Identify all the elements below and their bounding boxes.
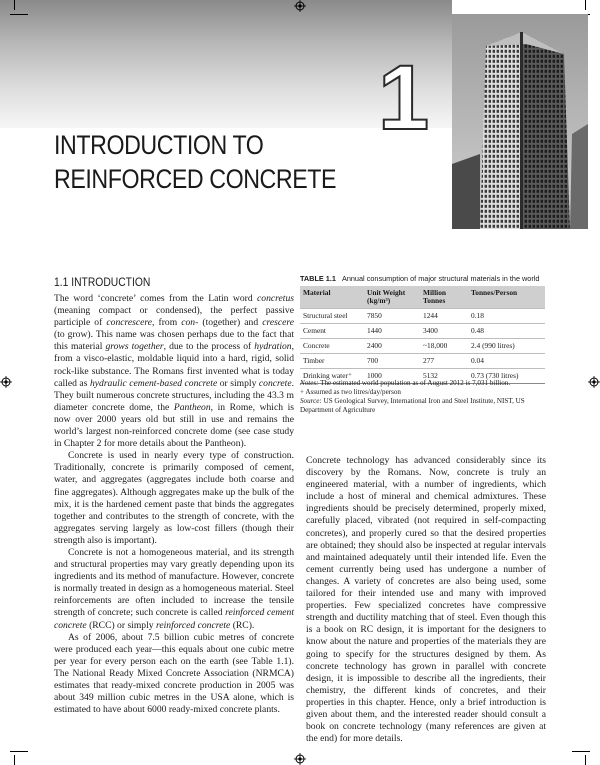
- section-heading: 1.1 INTRODUCTION: [54, 275, 151, 289]
- table-cell: 0.04: [468, 354, 545, 369]
- chapter-number: 1: [378, 47, 430, 149]
- table-header-cell: Material: [303, 288, 331, 297]
- table-cell: Cement: [300, 324, 364, 339]
- registration-mark-icon: [588, 376, 600, 388]
- italic-run: hydration: [254, 341, 292, 353]
- table-header-cell: Million Tonnes: [423, 288, 446, 305]
- table-cell: Drinking water⁺: [300, 369, 364, 384]
- table-cell: ~18,000: [420, 339, 468, 354]
- italic-run: con-: [181, 317, 199, 329]
- body-paragraph: [54, 547, 294, 632]
- right-column-text: [306, 455, 546, 745]
- text-run: , in Rome, which is now over 2000 years old but still in use and remains the world’s largest non-reinforced concrete dome (see case study in Chapter 2 for more details about the Pantheon).: [54, 401, 294, 450]
- crop-mark: [14, 755, 15, 765]
- table-label: TABLE 1.1: [300, 274, 336, 283]
- text-run: . They built numerous concrete structures, including the 43.3 m diameter concrete dome, the: [54, 377, 294, 413]
- table-cell: Concrete: [300, 339, 364, 354]
- table-cell: 700: [364, 354, 420, 369]
- table-cell: Timber: [300, 354, 364, 369]
- crop-mark: [585, 0, 586, 10]
- table-cell: 1000: [364, 369, 420, 384]
- italic-run: concrete: [258, 377, 292, 389]
- materials-table: [300, 286, 545, 384]
- source-label: Source:: [300, 397, 322, 405]
- table-row: [300, 309, 545, 324]
- italic-run: crescere: [262, 317, 294, 329]
- italic-run: reinforced concrete: [155, 619, 231, 631]
- table-cell: 277: [420, 354, 468, 369]
- crop-mark: [14, 0, 15, 10]
- table-row: [300, 354, 545, 369]
- text-run: As of 2006, about 7.5 billion cubic metres of concrete were produced each year—this equals about one cubic metre per year for every person each on the earth (see Table 1.1). The National Ready Mixed Concrete Association (NRMCA) estimates that ready-mixed concrete production in 2005 was about 349 million cubic metres in the USA alone, which is estimated to have about 6000 ready-mixed concrete plants.: [54, 631, 294, 716]
- table-notes: [300, 379, 548, 415]
- text-run: , from a visco-elastic, moldable liquid into a hard, rigid, solid rock-like substance. The Romans first invented what is today called as: [54, 341, 294, 389]
- table-cell: 5132: [420, 369, 468, 384]
- text-run: or simply: [217, 377, 259, 389]
- registration-mark-icon: [0, 376, 12, 388]
- table-caption-text: Annual consumption of major structural materials in the world: [341, 274, 540, 283]
- table-cell: Structural steel: [300, 309, 364, 324]
- body-paragraph: [54, 632, 294, 717]
- italic-run: grows together: [105, 341, 164, 353]
- table-note-2: + Assumed as two litres/day/person: [300, 388, 401, 396]
- table-note: [300, 379, 548, 388]
- italic-run: concrescere: [106, 317, 153, 329]
- registration-mark-icon: [294, 0, 306, 12]
- table-cell: 3400: [420, 324, 468, 339]
- italic-run: concretus: [257, 293, 294, 304]
- table-caption: [300, 274, 548, 283]
- registration-mark-icon: [294, 753, 306, 765]
- body-paragraph: [54, 450, 294, 547]
- right-paragraph: Concrete technology has advanced considerably since its discovery by the Romans. Now, concrete is truly an engineered material, with a number of ingredients, which include a host of mineral and chemical admixtures. These ingredients should be precisely determined, properly mixed, carefully placed, vibrated (not required in self-compacting concretes), and properly cured so that the desired properties are obtained; they should also be inspected at regular intervals and maintained adequately until their intended life. Even the cement currently being used has undergone a number of changes. A variety of concretes are also being used, some tailored for their intended use and many with improved properties. Few specialized concretes have compressive strength and ductility matching that of steel. Even though this is a book on RC design, it is important for the designers to know about the nature and properties of the materials they are going to specify for the structures designed by them. As concrete technology has grown in parallel with concrete design, it is impossible to describe all the ingredients, their chemistry, the different kinds of concretes, and their properties in this chapter. Hence, only a brief introduction is given about them, and the interested reader should consult a book on concrete technology (many references are given at the end) for more details.: [306, 455, 546, 745]
- text-run: (to grow). This name was chosen perhaps due to the fact that this material: [54, 329, 294, 353]
- crop-mark: [572, 751, 590, 752]
- text-run: , due to the process of: [163, 341, 255, 353]
- text-run: (RCC) or simply: [86, 619, 156, 631]
- crop-mark: [10, 14, 28, 15]
- note-text: The estimated world population as of August 2012 is 7,031 billion.: [318, 379, 511, 387]
- chapter-title: [54, 128, 336, 196]
- italic-run: Pantheon: [173, 401, 211, 413]
- table-cell: 0.48: [468, 324, 545, 339]
- text-run: (meaning compact or condensed), the perfect passive participle of: [54, 305, 294, 329]
- crop-mark: [585, 755, 586, 765]
- text-run: (RC).: [230, 619, 255, 631]
- text-run: (together) and: [198, 317, 263, 329]
- table-header-row: [300, 286, 545, 309]
- source-text: US Geological Survey, International Iron and Steel Institute, NIST, US Department of Agriculture: [300, 397, 525, 414]
- body-paragraph: [54, 293, 294, 450]
- text-run: Concrete is not a homogeneous material, and its strength and structural properties may vary greatly depending upon its ingredients and its method of manufacture. However, concrete is normally treated in design as a homogeneous material. Steel reinforcements are often included to increase the tensile strength of concrete; such concrete is called: [54, 546, 294, 619]
- table-row: [300, 324, 545, 339]
- table-source: [300, 397, 548, 415]
- italic-run: hydraulic cement-based concrete: [89, 377, 218, 389]
- text-run: Concrete is used in nearly every type of construction. Traditionally, concrete is primarily composed of cement, water, and aggregates (aggregates include both coarse and fine aggregates). Although aggregates make up the bulk of the mix, it is the hardened cement paste that binds the aggregates together and contributes to the strength of concrete, with the aggregates serving largely as low-cost fillers (though their strength also is important).: [54, 450, 294, 546]
- table-cell: 1244: [420, 309, 468, 324]
- note-label: Notes:: [300, 379, 319, 387]
- table-header-cell: Tonnes/Person: [471, 288, 518, 297]
- chapter-title-line-2: REINFORCED CONCRETE: [54, 164, 337, 194]
- table-cell: 7850: [364, 309, 420, 324]
- table-cell: 2400: [364, 339, 420, 354]
- chapter-title-line-1: INTRODUCTION TO: [54, 130, 264, 160]
- crop-mark: [10, 751, 28, 752]
- table-cell: 1440: [364, 324, 420, 339]
- table-cell: 0.18: [468, 309, 545, 324]
- table-cell: 0.73 (730 litres): [468, 369, 545, 384]
- left-column-text: [54, 293, 294, 716]
- table-row: [300, 339, 545, 354]
- italic-run: reinforced cement concrete: [54, 607, 294, 631]
- skyscraper-photo: [452, 14, 588, 229]
- table-header-cell: Unit Weight (kg/m³): [367, 288, 406, 305]
- text-run: The word ‘concrete’ comes from the Latin word: [54, 293, 258, 304]
- text-run: , from: [152, 317, 182, 329]
- table-cell: 2.4 (990 litres): [468, 339, 545, 354]
